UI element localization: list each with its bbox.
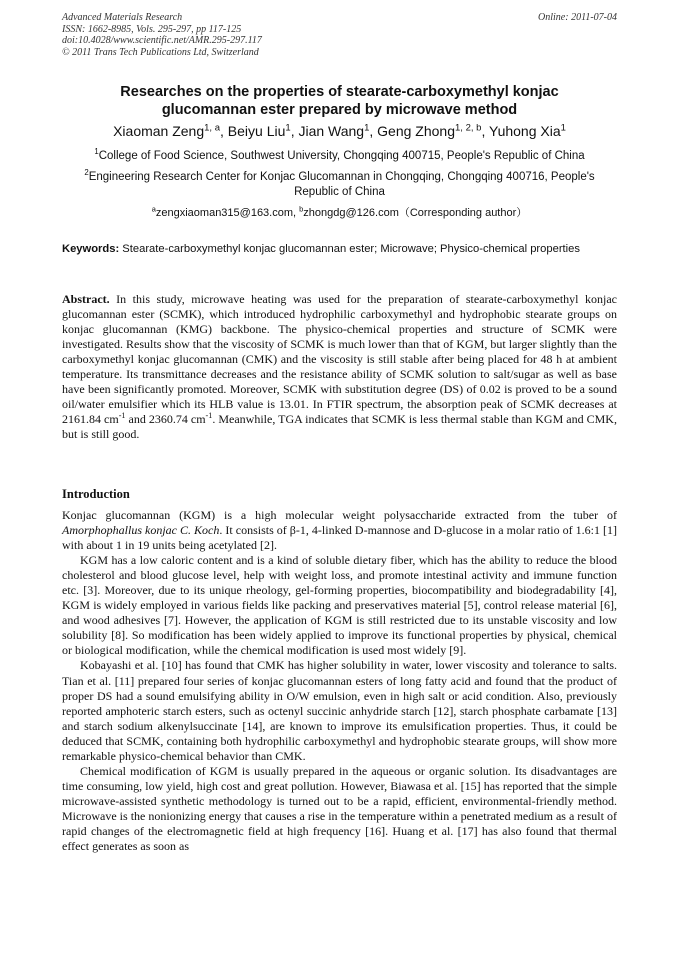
keywords-label: Keywords: — [62, 243, 120, 255]
issn-line: ISSN: 1662-8985, Vols. 295-297, pp 117-125 — [62, 23, 242, 35]
species-name: Amorphophallus konjac C. Koch — [62, 523, 220, 538]
abstract-text: and 2360.74 cm — [125, 412, 206, 427]
intro-paragraph-4: Chemical modification of KGM is usually prepared in the aqueous or organic solution. Its disadvantages are time consuming, low yield, high cost and great pollution. However, Biawasa et al. [15] has reported that the simple microwave-assisted synthetic methodology is turned out to be a rapid, efficient, environmental-friendly method. Microwave is the nonionizing energy that causes a rise in the temperature within a penetrated medium as a result of rapid changes of the electromagnetic field at high frequency [16]. Huang et al. [17] has also found that thermal effect generates as soon as — [62, 763, 617, 854]
author-affil-sup: 1, a — [204, 122, 221, 134]
email-a[interactable]: zengxiaoman315@163.com, — [155, 207, 300, 219]
email-sup: a — [151, 204, 156, 214]
title-line-1: Researches on the properties of stearate-carboxymethyl konjac — [120, 84, 559, 100]
abstract-text: . Meanwhile, TGA indicates that SCMK is less thermal stable than KGM and CMK, but is still good. — [62, 412, 617, 442]
unit-sup: -1 — [205, 411, 213, 421]
unit-sup: -1 — [118, 411, 126, 421]
affiliation-text: Engineering Research Center for Konjac Glucomannan in Chongqing, Chongqing 400716, People's — [88, 171, 595, 183]
abstract-label: Abstract. — [62, 292, 110, 306]
affiliation-text: College of Food Science, Southwest University, Chongqing 400715, People's Republic of China — [98, 150, 585, 162]
author-affil-sup: 1 — [285, 122, 291, 134]
online-date: Online: 2011-07-04 — [538, 12, 617, 23]
author-list: Xiaoman Zeng$^{1, a}$, Beiyu Liu$^1$, Jian Wang$^1$, Geng Zhong$^{1, 2, b}$, Yuhong Xia$^1$ — [113, 122, 566, 139]
author-affil-sup: 1 — [560, 122, 566, 134]
author-name: Yuhong Xia — [489, 123, 561, 139]
affiliation-text-cont: Republic of China — [294, 186, 385, 198]
keywords — [62, 243, 617, 256]
introduction-body — [62, 508, 617, 854]
introduction-heading: Introduction — [62, 487, 130, 501]
affiliation-sup: 2 — [84, 168, 89, 178]
author-name: Beiyu Liu — [227, 123, 286, 139]
email-sup: b — [299, 204, 304, 214]
author-name: Jian Wang — [298, 123, 365, 139]
page-header — [62, 12, 617, 58]
author-name: Geng Zhong — [377, 123, 456, 139]
doi-line[interactable]: doi:10.4028/www.scientific.net/AMR.295-297.117 — [62, 35, 262, 46]
affiliation-1 — [62, 149, 617, 164]
paper-title — [62, 83, 617, 119]
abstract — [62, 292, 617, 442]
author-affil-sup: 1 — [364, 122, 370, 134]
email-line — [62, 206, 617, 220]
email-b[interactable]: zhongdg@126.com（Corresponding author） — [303, 207, 528, 219]
affiliation-2 — [62, 170, 617, 200]
keywords-text: Stearate-carboxymethyl konjac glucomannan ester; Microwave; Physico-chemical properties — [119, 243, 580, 255]
abstract-text: In this study, microwave heating was used for the preparation of stearate-carboxymethyl konjac glucomannan ester (SCMK), which introduced hydrophilic carboxymethyl and hydrophobic stearate groups on konjac glucomannan (KMG) backbone. The physico-chemical properties and structure of SCMK were investigated. Results show that the viscosity of SCMK is much lower than that of KGM, but larger slightly than the carboxymethyl konjac glucomannan (CMK) and the viscosity is still stable after being placed for 48 h at ambient temperature. Its transmittance decreases and the resistance ability of SCMK solution to salt/sugar as well as base have been significantly promoted. Moreover, SCMK with substitution degree (DS) of 0.02 is proved to be a sound oil/water emulsifier which its HLB value is 13.01. In FTIR spectrum, the absorption peak of SCMK decreases at 2161.84 cm — [62, 292, 617, 427]
intro-paragraph-1: Konjac glucomannan (KGM) is a high molecular weight polysaccharide extracted from the tuber of Amorphophallus konjac C. Koch. It consists of β-1, 4-linked D-mannose and D-glucose in a molar ratio of 1.6:1 [1] with about 1 in 19 units being acetylated [2]. — [62, 508, 617, 553]
author-affil-sup: 1, 2, b — [455, 122, 482, 134]
journal-name: Advanced Materials Research — [62, 12, 183, 23]
affiliation-sup: 1 — [94, 147, 99, 157]
copyright-line: © 2011 Trans Tech Publications Ltd, Switzerland — [62, 46, 259, 58]
intro-paragraph-2: KGM has a low caloric content and is a kind of soluble dietary fiber, which has the ability to reduce the blood cholesterol and blood glucose level, help with weight loss, and promote intestinal activity and immune function etc. [3]. Moreover, due to its unique rheology, gel-forming properties, biocompatibility and biodegradability [4], KGM is widely employed in various fields like packing and preservatives material [5], control release material [6], and wood adhesives [7]. However, the application of KGM is still restricted due to its unstable viscosity and low solubility [8]. So modification has been widely applied to improve its functional properties by physical, chemical or biological modification, while the chemical modification is used most widely [9]. — [62, 553, 617, 658]
author-name: Xiaoman Zeng — [113, 123, 205, 139]
intro-paragraph-3: Kobayashi et al. [10] has found that CMK has higher solubility in water, lower viscosity and tolerance to salts. Tian et al. [11] prepared four series of konjac glucomannan esters of long fatty acid and found that the product of proper DS had a sound emulsifying ability in O/W emulsion, even in high salt or acid condition. Also, previously reported amphoteric starch esters, such as octenyl succinic anhydride starch [12], starch phosphate carbamate [13] and starch sodium alkenylsuccinate [14], are known to improve its emulsification properties. Thus, it could be deduced that SCMK, containing both hydrophilic carboxymethyl and hydrophobic stearate groups, will show more remarkable physico-chemical behavior than CMK. — [62, 658, 617, 763]
title-line-2: glucomannan ester prepared by microwave method — [161, 102, 518, 118]
